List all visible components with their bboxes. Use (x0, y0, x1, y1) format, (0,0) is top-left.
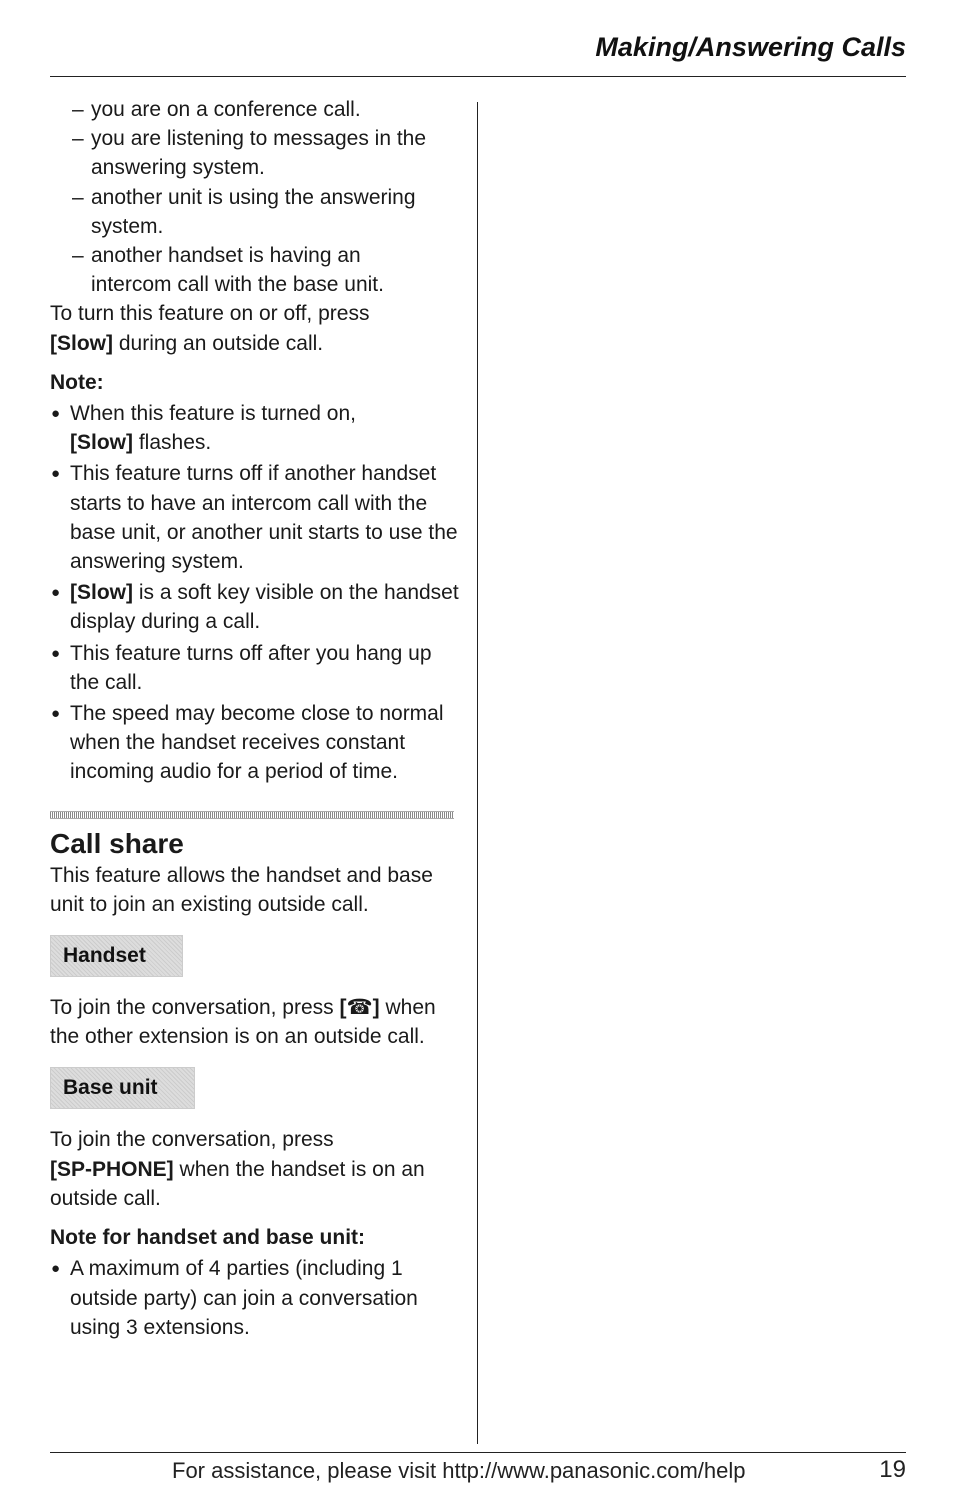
base-unit-instruction (50, 1125, 460, 1213)
dash-marker: – (72, 185, 84, 209)
page-number: 19 (879, 1456, 906, 1483)
section-title: Call share (50, 827, 184, 859)
slow-key: [Slow] (70, 581, 133, 605)
note-text: When this feature is turned on, (70, 402, 356, 426)
page-header-title: Making/Answering Calls (595, 32, 906, 62)
slow-key: [Slow] (70, 431, 133, 455)
list-text: system. (91, 214, 164, 238)
note-item (50, 459, 460, 576)
toggle-instruction (50, 299, 460, 357)
sp-phone-key: [SP-PHONE] (50, 1157, 174, 1181)
note-text: The speed may become close to normal when the handset receives constant incoming audio for a period of time. (70, 702, 444, 784)
column-divider (477, 102, 478, 1444)
note-text: This feature turns off after you hang up the call. (70, 641, 432, 694)
list-text: you are on a conference call. (91, 98, 361, 121)
note-item (50, 1254, 460, 1342)
note-text: A maximum of 4 parties (including 1 outside party) can join a conversation using 3 extensions. (70, 1257, 418, 1339)
instruction-text: To join the conversation, press (50, 1128, 334, 1152)
footer-assistance-text: For assistance, please visit http://www.panasonic.com/help (172, 1458, 746, 1483)
list-text: another unit is using the answering (91, 185, 416, 209)
handset-tag: Handset (50, 935, 183, 977)
bullet-icon: ● (51, 405, 61, 423)
list-item (50, 183, 460, 241)
note-text: is a soft key visible on the handset display during a call. (70, 581, 459, 634)
note-item (50, 639, 460, 697)
bullet-icon: ● (51, 1260, 61, 1278)
bullet-icon: ● (51, 705, 61, 723)
note-text: This feature turns off if another handset starts to have an intercom call with the base unit, or another unit starts to use the answering system. (70, 462, 458, 574)
dash-marker: – (72, 98, 84, 121)
list-text: another handset is having an (91, 244, 361, 268)
talk-key-icon: [☎] (339, 996, 380, 1020)
bullet-icon: ● (51, 465, 61, 483)
list-text: you are listening to messages in the (91, 127, 427, 151)
note-item (50, 699, 460, 787)
dash-marker: – (72, 127, 84, 151)
header-rule (50, 76, 906, 77)
left-column (50, 95, 460, 1344)
list-item (50, 124, 460, 182)
note-text: flashes. (138, 431, 212, 455)
note-heading: Note for handset and base unit: (50, 1226, 366, 1250)
dash-marker: – (72, 244, 84, 268)
list-item (50, 241, 460, 299)
footer-rule (50, 1452, 906, 1453)
instruction-text: when the handset is on an outside call. (50, 1157, 425, 1210)
slow-key: [Slow] (50, 331, 113, 355)
list-text: intercom call with the base unit. (91, 273, 384, 297)
bullet-icon: ● (51, 644, 61, 662)
section-rule (50, 811, 454, 819)
note-item (50, 399, 460, 457)
handset-instruction (50, 993, 460, 1051)
base-unit-tag: Base unit (50, 1067, 195, 1109)
toggle-tail: during an outside call. (118, 331, 324, 355)
list-item (50, 95, 460, 124)
instruction-text: when the other extension is on an outside call. (50, 996, 436, 1049)
note-heading: Note: (50, 370, 104, 394)
section-intro: This feature allows the handset and base unit to join an existing outside call. (50, 863, 433, 916)
toggle-intro: To turn this feature on or off, press (50, 302, 370, 326)
bullet-icon: ● (51, 584, 61, 602)
note-item (50, 578, 460, 636)
instruction-text: To join the conversation, press (50, 996, 334, 1020)
list-text: answering system. (91, 156, 265, 180)
